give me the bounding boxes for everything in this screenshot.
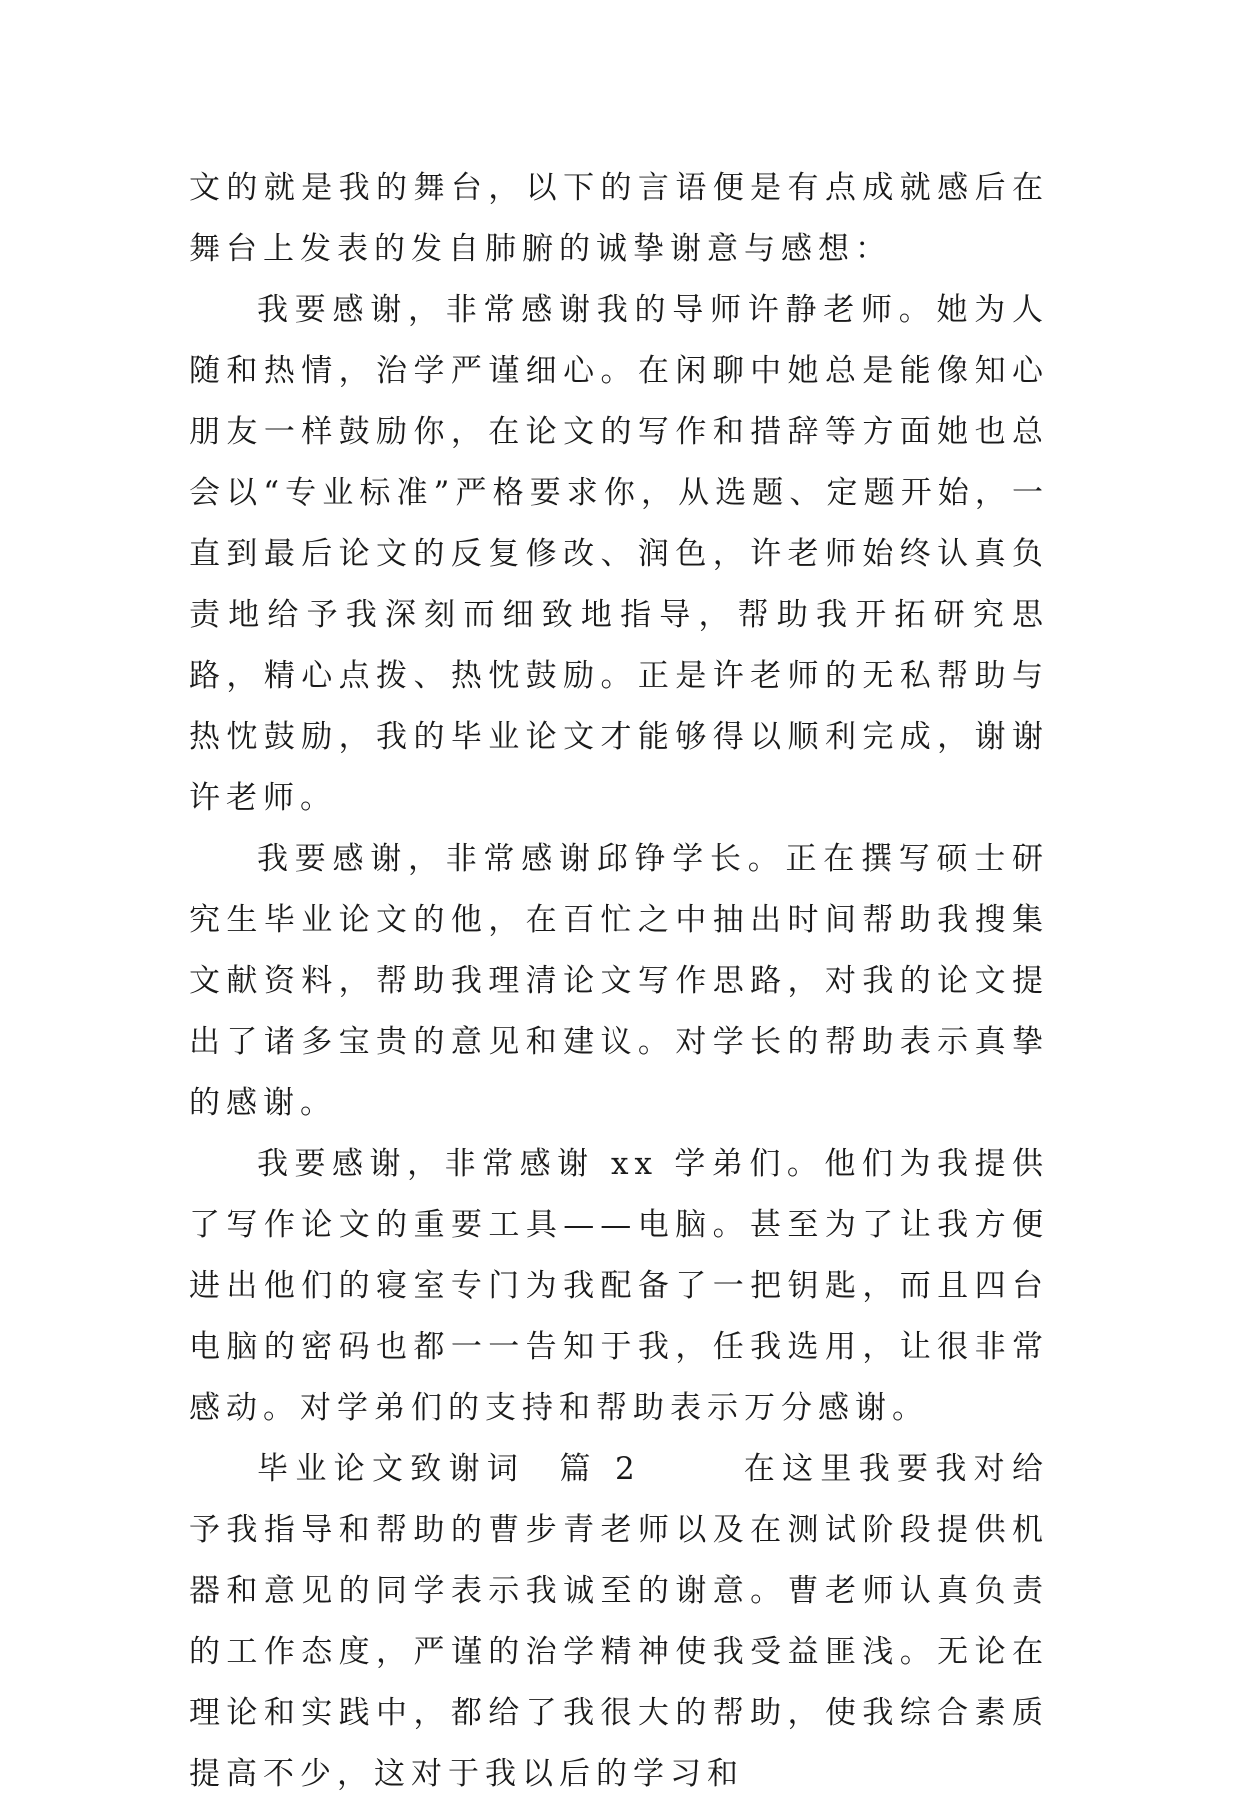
paragraph-1: 文的就是我的舞台，以下的言语便是有点成就感后在舞台上发表的发自肺腑的诚挚谢意与感想：: [189, 170, 1049, 267]
document-body: [189, 158, 1049, 1805]
paragraph-2: 我要感谢，非常感谢我的导师许静老师。她为人随和热情，治学严谨细心。在闲聊中她总是能像知心朋友一样鼓励你，在论文的写作和措辞等方面她也总会以“专业标准”严格要求你，从选题、定题开始，一直到最后论文的反复修改、润色，许老师始终认真负责地给予我深刻而细致地指导，帮助我开拓研究思路，精心点拨、热忱鼓励。正是许老师的无私帮助与热忱鼓励，我的毕业论文才能够得以顺利完成，谢谢许老师。: [189, 292, 1049, 816]
paragraph-4: 我要感谢，非常感谢 xx 学弟们。他们为我提供了写作论文的重要工具——电脑。甚至为了让我方便进出他们的寝室专门为我配备了一把钥匙，而且四台电脑的密码也都一一告知于我，任我选用，让很非常感动。对学弟们的支持和帮助表示万分感谢。: [189, 1146, 1049, 1426]
paragraph-3: 我要感谢，非常感谢邱铮学长。正在撰写硕士研究生毕业论文的他，在百忙之中抽出时间帮助我搜集文献资料，帮助我理清论文写作思路，对我的论文提出了诸多宝贵的意见和建议。对学长的帮助表示真挚的感谢。: [189, 841, 1049, 1121]
paragraph-5: 毕业论文致谢词 篇 2 在这里我要我对给予我指导和帮助的曹步青老师以及在测试阶段提供机器和意见的同学表示我诚至的谢意。曹老师认真负责的工作态度，严谨的治学精神使我受益匪浅。无论在理论和实践中，都给了我很大的帮助，使我综合素质提高不少，这对于我以后的学习和: [189, 1451, 1049, 1792]
